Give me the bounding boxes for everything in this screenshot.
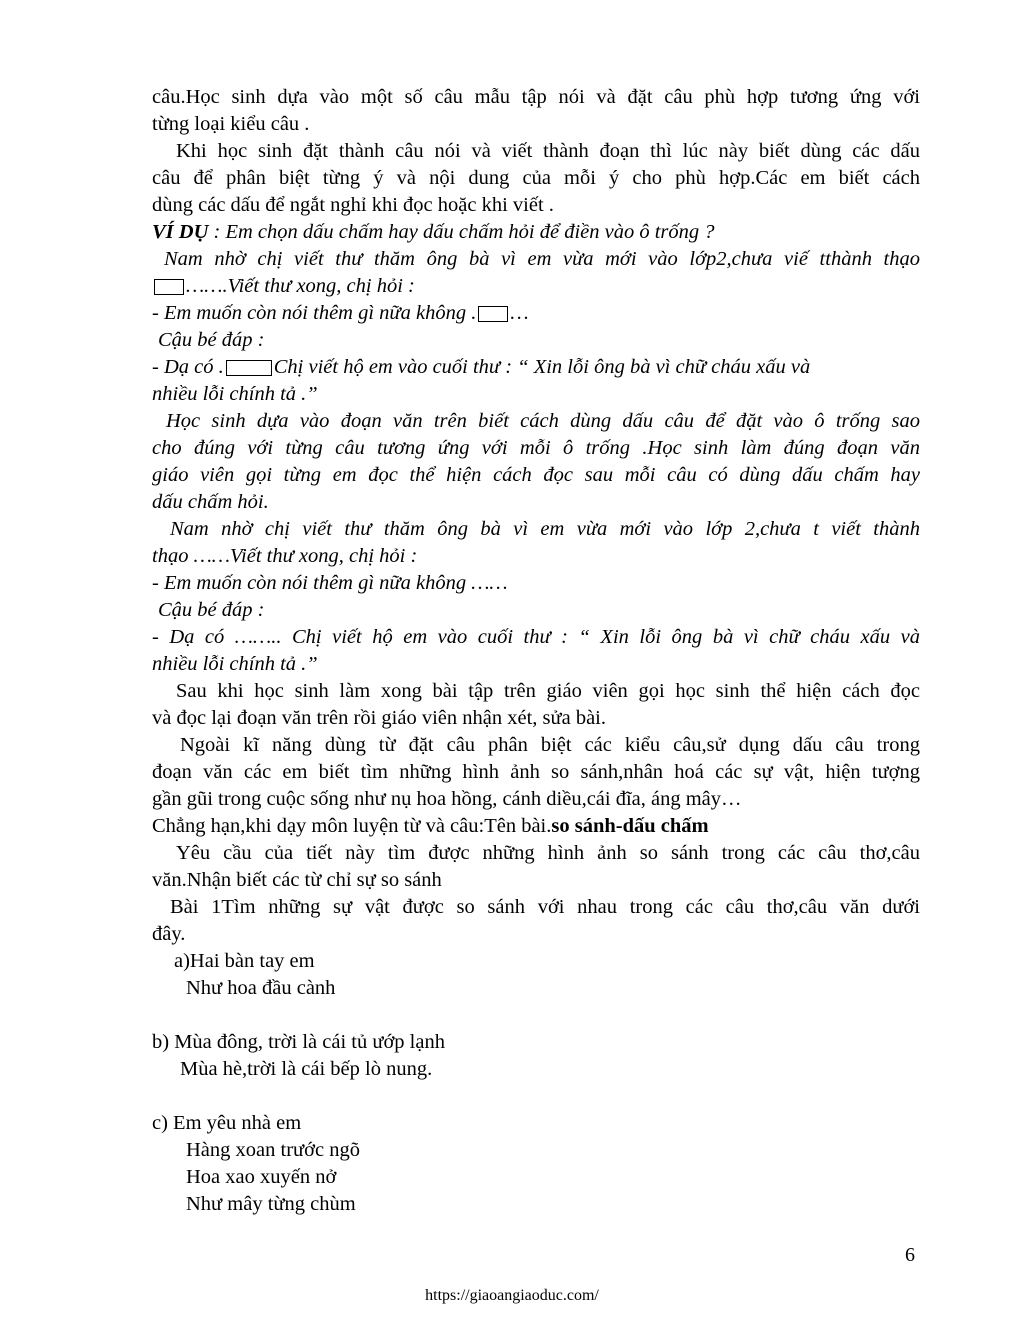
poem-line: b) Mùa đông, trời là cái tủ ướp lạnh [152,1031,445,1053]
text-line: - Dạ có …….. Chị viết hộ em vào cuối thư : “ Xin lỗi ông bà vì chữ cháu xấu và [152,626,920,648]
text-line: Học sinh dựa vào đoạn văn trên biết cách dùng dấu câu để đặt vào ô trống sao [166,410,920,432]
text-line: Sau khi học sinh làm xong bài tập trên giáo viên gọi học sinh thể hiện cách đọc [176,680,920,702]
example-heading [152,219,920,246]
text-line: Ngoài kĩ năng dùng từ đặt câu phân biệt các kiểu câu,sử dụng dấu câu trong [180,734,920,756]
blank-box [226,360,272,376]
text-line: gần gũi trong cuộc sống như nụ hoa hồng, cánh diều,cái đĩa, áng mây… [152,788,742,810]
text-line: văn.Nhận biết các từ chỉ sự so sánh [152,869,442,891]
text-line: giáo viên gọi từng em đọc thể hiện cách đọc sau mỗi câu có dùng dấu chấm hay [152,464,920,486]
poem-line: Hàng xoan trước ngõ [186,1139,360,1161]
text-line: Chẳng hạn,khi dạy môn luyện từ và câu:Tên bài.so sánh-dấu chấm [152,815,709,837]
document-page [152,84,920,1218]
blank-box [154,279,184,295]
text-line: thạo ……Viết thư xong, chị hỏi : [152,545,418,567]
poem-line: Như hoa đầu cành [186,977,336,999]
text-line: dấu chấm hỏi. [152,491,269,513]
lesson-title: so sánh-dấu chấm [551,815,709,837]
text-line: và đọc lại đoạn văn trên rồi giáo viên nhận xét, sửa bài. [152,707,606,729]
footer-url[interactable]: https://giaoangiaoduc.com/ [425,1287,599,1304]
text-line: - Dạ có . Chị viết hộ em vào cuối thư : “ Xin lỗi ông bà vì chữ cháu xấu và [152,356,811,378]
text-line: Cậu bé đáp : [158,329,265,351]
text-line: Nam nhờ chị viết thư thăm ông bà vì em vừa mới vào lớp2,chưa viế tthành thạo [164,248,920,270]
text-line: - Em muốn còn nói thêm gì nữa không . … [152,302,529,324]
text-line: Bài 1Tìm những sự vật được so sánh với nhau trong các câu thơ,câu văn dưới [170,896,920,918]
text-line: - Em muốn còn nói thêm gì nữa không …… [152,572,508,594]
poem-line: a)Hai bàn tay em [174,950,315,972]
text-line: từng loại kiểu câu . [152,113,310,135]
blank-box [478,306,508,322]
text-line: nhiều lỗi chính tả .” [152,653,318,675]
text-line: Khi học sinh đặt thành câu nói và viết thành đoạn thì lúc này biết dùng các dấu [176,140,920,162]
example-label: VÍ DỤ [152,221,209,243]
example-prompt: : Em chọn dấu chấm hay dấu chấm hỏi để điền vào ô trống ? [213,221,715,243]
text-line: dùng các dấu để ngắt nghỉ khi đọc hoặc khi viết . [152,194,554,216]
text-line: đây. [152,923,186,945]
poem-line: c) Em yêu nhà em [152,1112,302,1134]
page-number: 6 [905,1244,915,1266]
poem-line: Hoa xao xuyến nở [186,1166,337,1188]
text-line: câu.Học sinh dựa vào một số câu mẫu tập nói và đặt câu phù hợp tương ứng với [152,86,920,108]
text-line: Yêu cầu của tiết này tìm được những hình ảnh so sánh trong các câu thơ,câu [176,842,920,864]
poem-line: Mùa hè,trời là cái bếp lò nung. [180,1058,433,1080]
text-line: …….Viết thư xong, chị hỏi : [152,273,920,300]
text-line: câu để phân biệt từng ý và nội dung của mỗi ý cho phù hợp.Các em biết cách [152,167,920,189]
text-line: Nam nhờ chị viết thư thăm ông bà vì em vừa mới vào lớp 2,chưa t viết thành [170,518,920,540]
text-line: Cậu bé đáp : [158,599,265,621]
text-line: cho đúng với từng câu tương ứng với mỗi ô trống .Học sinh làm đúng đoạn văn [152,437,920,459]
text-line: nhiều lỗi chính tả .” [152,383,318,405]
poem-line: Như mây từng chùm [186,1193,356,1215]
text-line: đoạn văn các em biết tìm những hình ảnh so sánh,nhân hoá các sự vật, hiện tượng [152,761,920,783]
